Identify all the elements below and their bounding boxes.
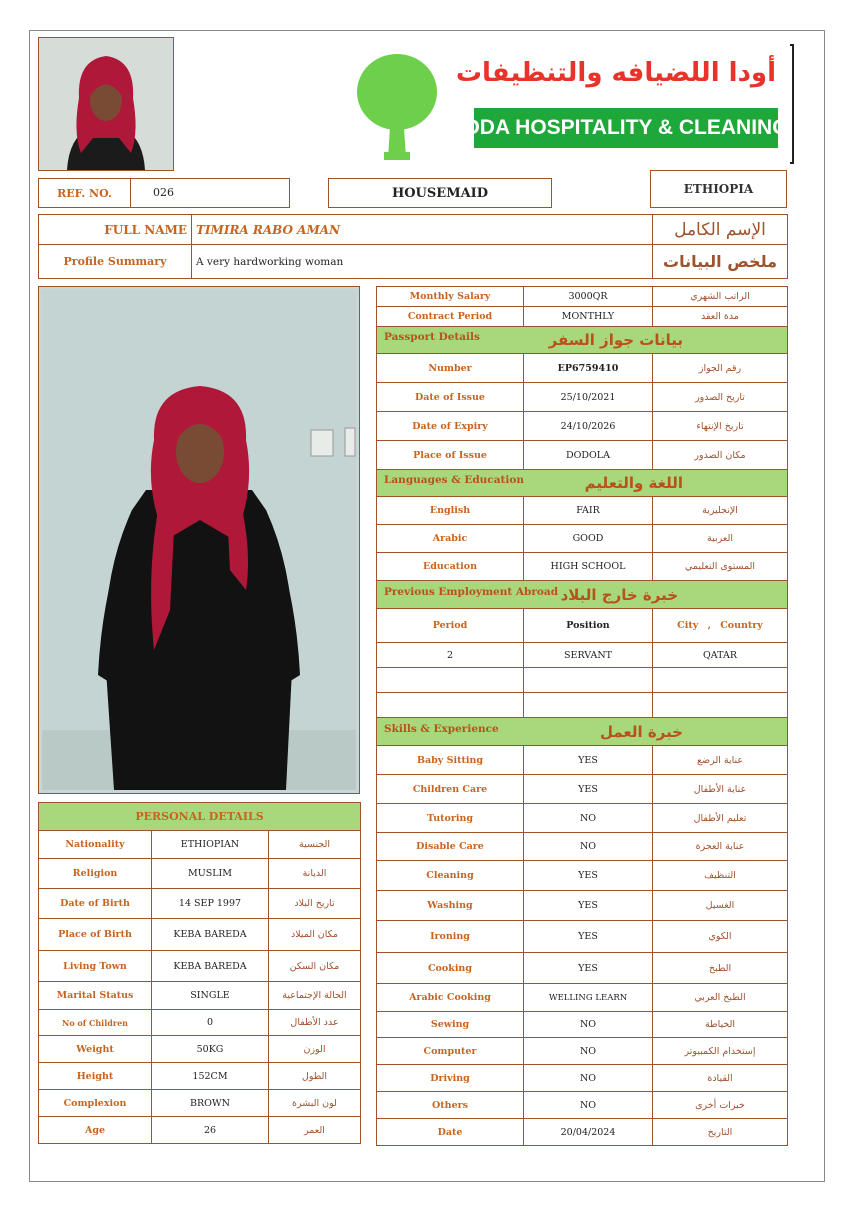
passport-title-ar: بيانات جواز السفر	[548, 331, 683, 349]
date-of-birth-value: 14 SEP 1997	[152, 889, 269, 919]
skill-label: Disable Care	[377, 833, 524, 861]
margin-bracket	[790, 44, 794, 164]
place-of-birth-value: KEBA BAREDA	[152, 919, 269, 951]
english-label: English	[377, 497, 524, 525]
period-column-header: Period	[377, 609, 524, 643]
skill-label-ar: الطبخ	[653, 953, 788, 984]
children-count-label: No of Children	[39, 1010, 152, 1036]
employment-title-ar: خبرة خارج البلاد	[560, 585, 678, 604]
contract-period-label-ar: مدة العقد	[653, 307, 788, 327]
monthly-salary-label: Monthly Salary	[377, 287, 524, 307]
skill-label-ar: تعليم الأطفال	[653, 804, 788, 833]
skill-value: YES	[524, 861, 653, 891]
marital-status-value: SINGLE	[152, 982, 269, 1010]
skill-value: WELLING LEARN	[524, 984, 653, 1012]
place-of-birth-label-ar: مكان الميلاد	[269, 919, 361, 951]
profile-summary-value: A very hardworking woman	[192, 245, 653, 279]
skill-label-ar: إستخدام الكمبيوتر	[653, 1038, 788, 1065]
date-label: Date	[377, 1119, 524, 1146]
contract-period-label: Contract Period	[377, 307, 524, 327]
place-of-issue-label-ar: مكان الصدور	[653, 441, 788, 470]
date-label-ar: التاريخ	[653, 1119, 788, 1146]
issue-date-label: Date of Issue	[377, 383, 524, 412]
skill-label-ar: الكوي	[653, 921, 788, 953]
skill-label: Ironing	[377, 921, 524, 953]
arabic-value: GOOD	[524, 525, 653, 553]
date-of-birth-label-ar: تاريخ البلاد	[269, 889, 361, 919]
skill-value: YES	[524, 921, 653, 953]
complexion-label-ar: لون البشرة	[269, 1090, 361, 1117]
name-summary-table	[38, 214, 788, 279]
arabic-label: Arabic	[377, 525, 524, 553]
skill-label-ar: عناية الرضع	[653, 746, 788, 775]
personal-details-title-text: PERSONAL DETAILS	[135, 810, 264, 823]
children-count-label-ar: عدد الأطفال	[269, 1010, 361, 1036]
place-of-issue-value: DODOLA	[524, 441, 653, 470]
contract-period-value: MONTHLY	[524, 307, 653, 327]
arabic-label-ar: العربية	[653, 525, 788, 553]
living-town-value: KEBA BAREDA	[152, 951, 269, 982]
personal-details-table	[38, 802, 361, 1144]
employment-position-empty	[524, 693, 653, 718]
languages-title-ar: اللغة والتعليم	[584, 474, 683, 492]
person-photo-icon	[42, 290, 356, 790]
living-town-label: Living Town	[39, 951, 152, 982]
employment-period: 2	[377, 643, 524, 668]
education-value: HIGH SCHOOL	[524, 553, 653, 581]
monthly-salary-value: 3000QR	[524, 287, 653, 307]
marital-status-label: Marital Status	[39, 982, 152, 1010]
skill-label: Sewing	[377, 1012, 524, 1038]
skill-value: YES	[524, 775, 653, 804]
skill-label: Others	[377, 1092, 524, 1119]
nationality-label: Nationality	[39, 831, 152, 859]
religion-value: MUSLIM	[152, 859, 269, 889]
skill-value: YES	[524, 891, 653, 921]
weight-value: 50KG	[152, 1036, 269, 1063]
languages-section-header	[377, 470, 788, 497]
country-header-text: Country	[720, 620, 763, 631]
languages-title: Languages & Education	[384, 474, 524, 486]
skill-label: Cooking	[377, 953, 524, 984]
skill-value: NO	[524, 804, 653, 833]
complexion-label: Complexion	[39, 1090, 152, 1117]
skill-label: Cleaning	[377, 861, 524, 891]
full-name-value: TIMIRA RABO AMAN	[192, 215, 653, 245]
employment-country: QATAR	[653, 643, 788, 668]
ref-value: 026	[153, 186, 174, 199]
expiry-date-label: Date of Expiry	[377, 412, 524, 441]
skill-label: Washing	[377, 891, 524, 921]
employment-period-empty	[377, 693, 524, 718]
position-column-header: Position	[524, 609, 653, 643]
passport-section-header	[377, 327, 788, 354]
position-box: HOUSEMAID	[328, 178, 552, 208]
skills-title: Skills & Experience	[384, 722, 499, 735]
employment-country-empty	[653, 693, 788, 718]
monthly-salary-label-ar: الراتب الشهري	[653, 287, 788, 307]
city-header-text: City	[677, 620, 699, 631]
skill-label: Tutoring	[377, 804, 524, 833]
english-value: FAIR	[524, 497, 653, 525]
passport-title: Passport Details	[384, 331, 480, 343]
full-name-label-ar: الإسم الكامل	[653, 215, 788, 245]
age-label: Age	[39, 1117, 152, 1144]
skill-label: Baby Sitting	[377, 746, 524, 775]
height-label: Height	[39, 1063, 152, 1090]
skill-value: NO	[524, 1038, 653, 1065]
skill-label: Computer	[377, 1038, 524, 1065]
skill-label-ar: عناية العجزة	[653, 833, 788, 861]
profile-summary-label: Profile Summary	[39, 245, 192, 279]
ref-label: REF. NO.	[39, 179, 131, 207]
full-name-label: FULL NAME	[39, 215, 192, 245]
english-label-ar: الإنجليزية	[653, 497, 788, 525]
issue-date-label-ar: تاريخ الصدور	[653, 383, 788, 412]
weight-label: Weight	[39, 1036, 152, 1063]
employment-country-empty	[653, 668, 788, 693]
height-value: 152CM	[152, 1063, 269, 1090]
skill-label-ar: القيادة	[653, 1065, 788, 1092]
date-value: 20/04/2024	[524, 1119, 653, 1146]
children-count-value: 0	[152, 1010, 269, 1036]
nationality-value: ETHIOPIAN	[152, 831, 269, 859]
weight-label-ar: الوزن	[269, 1036, 361, 1063]
city-country-separator: ,	[707, 620, 711, 631]
person-photo-icon	[39, 38, 173, 170]
education-label: Education	[377, 553, 524, 581]
skill-label-ar: التنظيف	[653, 861, 788, 891]
tree-logo-icon	[356, 52, 438, 162]
employment-position: SERVANT	[524, 643, 653, 668]
skill-label: Children Care	[377, 775, 524, 804]
expiry-date-value: 24/10/2026	[524, 412, 653, 441]
skills-section-header	[377, 718, 788, 746]
skill-label: Arabic Cooking	[377, 984, 524, 1012]
skill-label-ar: الخياطة	[653, 1012, 788, 1038]
employment-period-empty	[377, 668, 524, 693]
date-of-birth-label: Date of Birth	[39, 889, 152, 919]
issue-date-value: 25/10/2021	[524, 383, 653, 412]
place-of-issue-label: Place of Issue	[377, 441, 524, 470]
details-table	[376, 286, 788, 1146]
skills-title-ar: خبرة العمل	[599, 722, 683, 741]
full-body-photo	[38, 286, 360, 794]
religion-label: Religion	[39, 859, 152, 889]
education-label-ar: المستوى التعليمي	[653, 553, 788, 581]
place-of-birth-label: Place of Birth	[39, 919, 152, 951]
ref-box	[38, 178, 290, 208]
passport-number-value: EP6759410	[524, 354, 653, 383]
employment-section-header	[377, 581, 788, 609]
skill-value: YES	[524, 746, 653, 775]
marital-status-label-ar: الحالة الإجتماعية	[269, 982, 361, 1010]
passport-number-label: Number	[377, 354, 524, 383]
skill-value: NO	[524, 833, 653, 861]
company-name-english: ODA HOSPITALITY & CLEANING	[474, 108, 778, 148]
skill-value: NO	[524, 1092, 653, 1119]
nationality-label-ar: الجنسية	[269, 831, 361, 859]
age-label-ar: العمر	[269, 1117, 361, 1144]
company-name-arabic: أودا اللضيافه والتنظيفات	[455, 58, 776, 88]
portrait-photo-small	[38, 37, 174, 171]
height-label-ar: الطول	[269, 1063, 361, 1090]
skill-label: Driving	[377, 1065, 524, 1092]
profile-summary-label-ar: ملخص البيانات	[653, 245, 788, 279]
skill-label-ar: الطبخ العربي	[653, 984, 788, 1012]
city-country-column-header	[653, 609, 788, 643]
employment-position-empty	[524, 668, 653, 693]
expiry-date-label-ar: تاريخ الإنتهاء	[653, 412, 788, 441]
skill-label-ar: خبرات أخرى	[653, 1092, 788, 1119]
skill-label-ar: الغسيل	[653, 891, 788, 921]
living-town-label-ar: مكان السكن	[269, 951, 361, 982]
skill-value: NO	[524, 1012, 653, 1038]
country-box: ETHIOPIA	[650, 170, 787, 208]
employment-title: Previous Employment Abroad	[384, 585, 559, 598]
skill-label-ar: عناية الأطفال	[653, 775, 788, 804]
personal-details-title	[39, 803, 361, 831]
skill-value: NO	[524, 1065, 653, 1092]
skill-value: YES	[524, 953, 653, 984]
complexion-value: BROWN	[152, 1090, 269, 1117]
religion-label-ar: الديانة	[269, 859, 361, 889]
age-value: 26	[152, 1117, 269, 1144]
passport-number-label-ar: رقم الجواز	[653, 354, 788, 383]
